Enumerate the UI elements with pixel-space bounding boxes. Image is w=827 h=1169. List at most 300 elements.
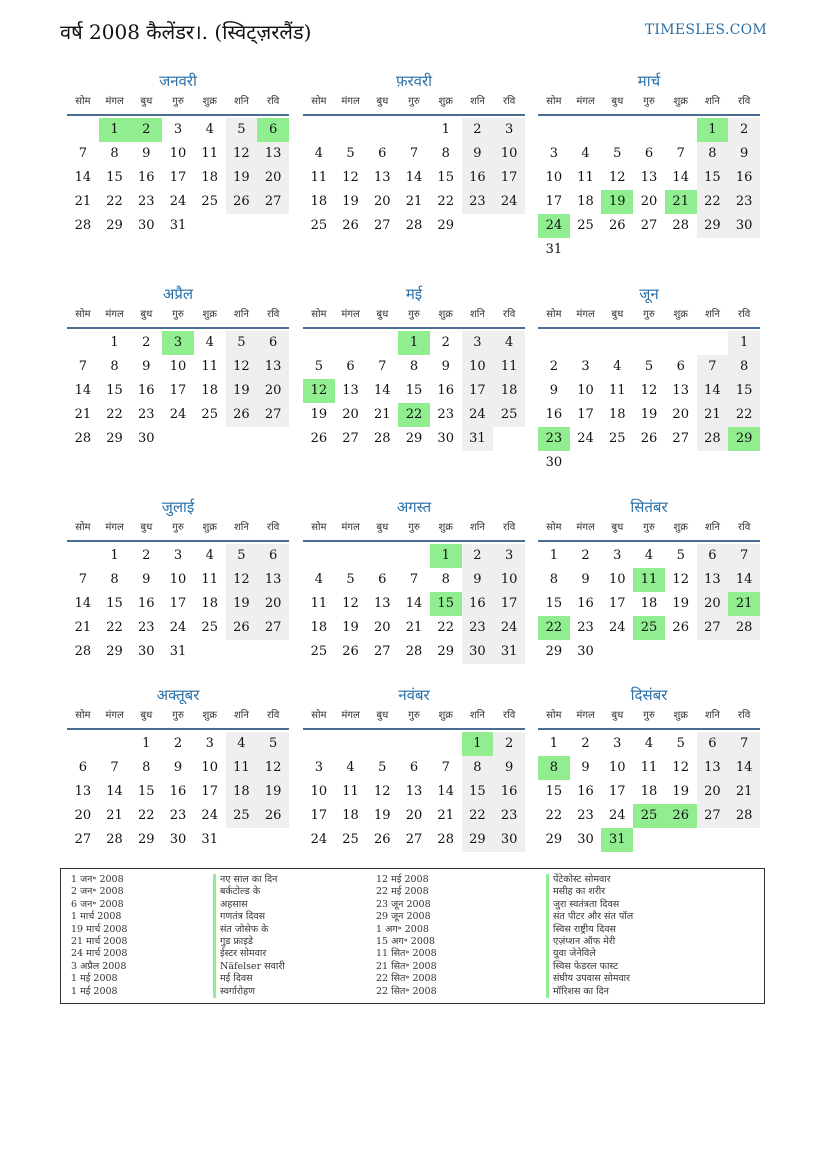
day-cell: 12 — [342, 596, 359, 611]
empty-cell — [335, 331, 367, 355]
day-cell: 28 — [728, 616, 760, 640]
day-cell: 18 — [201, 383, 218, 398]
day-cell: 18 — [226, 780, 258, 804]
empty-cell — [303, 544, 335, 568]
day-cell: 14 — [728, 568, 760, 592]
holiday-day-cell: 22 — [538, 616, 570, 640]
month-calendar — [538, 496, 760, 664]
weekday-label: बुध — [376, 522, 389, 533]
holiday-date: 12 मई 2008 — [376, 874, 429, 885]
day-cell: 1 — [549, 548, 558, 563]
weekday-label: सोम — [311, 96, 327, 107]
day-cell: 13 — [697, 756, 729, 780]
day-cell: 26 — [672, 620, 689, 635]
day-cell: 20 — [257, 379, 289, 403]
empty-cell — [335, 544, 367, 568]
day-cell: 1 — [549, 736, 558, 751]
day-cell: 11 — [577, 170, 594, 185]
day-cell: 20 — [672, 407, 689, 422]
empty-cell — [398, 118, 430, 142]
empty-cell — [366, 732, 398, 756]
day-cell: 15 — [138, 784, 155, 799]
empty-cell — [366, 118, 398, 142]
holiday-name: बर्कटोल्ड के — [213, 886, 285, 898]
day-cell: 11 — [310, 170, 328, 185]
holiday-day-cell: 21 — [665, 190, 697, 214]
day-cell: 4 — [205, 122, 214, 137]
day-grid — [67, 118, 289, 238]
empty-cell — [67, 544, 99, 568]
month-calendar — [67, 684, 289, 852]
day-cell: 15 — [545, 784, 563, 799]
empty-cell — [303, 331, 335, 355]
weekday-label: शुक्र — [438, 710, 453, 721]
month-calendar — [67, 496, 289, 664]
weekday-label: शुक्र — [673, 522, 688, 533]
weekday-label: शनि — [469, 96, 485, 107]
day-cell: 13 — [74, 784, 92, 799]
day-cell: 24 — [609, 808, 626, 823]
day-cell: 8 — [110, 572, 119, 587]
day-cell: 6 — [346, 359, 355, 374]
day-cell: 15 — [405, 383, 423, 398]
day-cell: 22 — [545, 808, 563, 823]
holiday-name: स्विस फेडरल फास्ट — [546, 961, 633, 973]
weekday-label: गुरु — [172, 309, 184, 320]
weekday-label: रवि — [503, 96, 516, 107]
day-cell: 21 — [106, 808, 123, 823]
day-cell: 19 — [672, 596, 689, 611]
day-cell: 5 — [676, 548, 685, 563]
day-cell: 14 — [74, 383, 92, 398]
day-cell: 20 — [342, 407, 359, 422]
day-cell: 15 — [106, 596, 123, 611]
day-cell: 8 — [110, 359, 119, 374]
holiday-date: 24 मार्च 2008 — [71, 948, 128, 960]
day-cell: 13 — [697, 568, 729, 592]
day-cell: 10 — [493, 142, 525, 166]
holiday-day-cell: 26 — [665, 804, 697, 828]
day-cell: 7 — [728, 544, 760, 568]
holiday-day-cell: 1 — [99, 118, 131, 142]
day-cell: 22 — [697, 190, 729, 214]
day-cell: 12 — [672, 572, 689, 587]
empty-cell — [601, 331, 633, 355]
day-cell: 9 — [142, 572, 151, 587]
day-cell: 9 — [581, 760, 590, 775]
day-cell: 23 — [138, 194, 155, 209]
day-cell: 19 — [310, 407, 328, 422]
weekday-label: मंगल — [105, 522, 124, 533]
day-cell: 24 — [577, 431, 594, 446]
weekday-label: रवि — [267, 522, 280, 533]
day-cell: 25 — [609, 431, 626, 446]
holiday-date: 1 मई 2008 — [71, 985, 118, 997]
month-calendar — [67, 70, 289, 238]
day-cell: 14 — [697, 379, 729, 403]
day-cell: 6 — [257, 544, 289, 568]
weekday-label: मंगल — [105, 309, 124, 320]
holiday-date: 21 मार्च 2008 — [71, 935, 128, 947]
day-cell: 16 — [728, 166, 760, 190]
day-cell: 4 — [205, 335, 214, 350]
day-cell: 18 — [342, 808, 359, 823]
empty-cell — [697, 331, 729, 355]
day-cell: 4 — [314, 146, 323, 161]
day-cell: 17 — [493, 592, 525, 616]
day-cell: 15 — [437, 170, 454, 185]
weekday-label: शनि — [704, 309, 720, 320]
month-name: जनवरी — [159, 72, 197, 90]
holiday-date: 22 सित॰ 2008 — [376, 985, 437, 997]
day-cell: 9 — [142, 359, 151, 374]
weekday-label: रवि — [738, 522, 751, 533]
day-cell: 22 — [437, 620, 454, 635]
holiday-dates-left — [71, 874, 127, 998]
weekday-label: सोम — [75, 309, 91, 320]
day-cell: 29 — [545, 832, 563, 847]
day-cell: 16 — [138, 383, 155, 398]
holiday-name: संत पीटर और संत पॉल — [546, 911, 633, 923]
day-cell: 5 — [644, 359, 654, 374]
day-cell: 30 — [545, 455, 563, 470]
weekday-label: रवि — [503, 309, 516, 320]
weekday-label: बुध — [611, 96, 624, 107]
day-cell: 11 — [310, 596, 328, 611]
day-cell: 8 — [142, 760, 151, 775]
holiday-day-cell: 12 — [303, 379, 335, 403]
day-cell: 10 — [545, 170, 563, 185]
day-cell: 7 — [378, 359, 387, 374]
site-link[interactable]: TIMESLES.COM — [644, 22, 767, 38]
weekday-header — [538, 92, 760, 116]
day-cell: 28 — [728, 804, 760, 828]
weekday-label: शुक्र — [438, 309, 453, 320]
day-cell: 5 — [613, 146, 622, 161]
day-cell: 21 — [405, 194, 423, 209]
day-cell: 3 — [613, 548, 622, 563]
holiday-date: 22 मई 2008 — [376, 886, 429, 898]
weekday-label: शनि — [469, 309, 485, 320]
day-cell: 31 — [201, 832, 218, 847]
day-cell: 23 — [138, 620, 155, 635]
holiday-date: 19 मार्च 2008 — [71, 923, 128, 935]
holiday-date: 22 सित॰ 2008 — [376, 973, 437, 985]
weekday-label: बुध — [140, 96, 153, 107]
day-grid — [538, 544, 760, 664]
day-cell: 25 — [201, 407, 218, 422]
empty-cell — [538, 118, 570, 142]
day-cell: 20 — [257, 592, 289, 616]
day-cell: 17 — [545, 194, 563, 209]
day-cell: 23 — [138, 407, 155, 422]
empty-cell — [67, 331, 99, 355]
weekday-label: शुक्र — [202, 96, 217, 107]
weekday-header — [538, 706, 760, 730]
day-cell: 21 — [74, 620, 92, 635]
day-cell: 26 — [374, 832, 391, 847]
day-cell: 17 — [577, 407, 594, 422]
day-cell: 22 — [138, 808, 155, 823]
weekday-label: गुरु — [643, 522, 655, 533]
empty-cell — [335, 732, 367, 756]
weekday-label: मंगल — [105, 710, 124, 721]
day-cell: 15 — [728, 379, 760, 403]
day-cell: 7 — [728, 732, 760, 756]
day-cell: 6 — [378, 572, 387, 587]
day-cell: 19 — [640, 407, 658, 422]
day-cell: 26 — [342, 218, 359, 233]
day-grid — [303, 331, 525, 451]
day-cell: 14 — [405, 596, 423, 611]
day-cell: 4 — [226, 732, 258, 756]
day-cell: 18 — [640, 784, 658, 799]
empty-cell — [398, 544, 430, 568]
holiday-names-left — [213, 874, 285, 998]
weekday-label: शनि — [233, 522, 249, 533]
month-calendar — [538, 283, 760, 475]
day-cell: 8 — [697, 142, 729, 166]
day-cell: 27 — [342, 431, 359, 446]
day-cell: 9 — [549, 383, 558, 398]
day-cell: 16 — [169, 784, 187, 799]
day-cell: 2 — [142, 335, 151, 350]
day-cell: 6 — [697, 544, 729, 568]
weekday-label: मंगल — [105, 96, 124, 107]
day-cell: 14 — [74, 170, 92, 185]
day-cell: 14 — [374, 383, 391, 398]
weekday-label: गुरु — [172, 710, 184, 721]
holiday-name: मई दिवस — [213, 973, 285, 985]
weekday-header — [538, 518, 760, 542]
holiday-day-cell: 25 — [633, 804, 665, 828]
day-cell: 28 — [437, 832, 454, 847]
holiday-name: नए साल का दिन — [213, 874, 285, 886]
day-cell: 9 — [462, 142, 494, 166]
day-cell: 10 — [493, 568, 525, 592]
day-cell: 6 — [676, 359, 685, 374]
day-cell: 10 — [609, 572, 626, 587]
day-cell: 5 — [676, 736, 685, 751]
day-cell: 6 — [78, 760, 87, 775]
holiday-day-cell: 1 — [697, 118, 729, 142]
holiday-day-cell: 19 — [601, 190, 633, 214]
month-calendar — [67, 283, 289, 451]
day-cell: 16 — [493, 780, 525, 804]
day-cell: 12 — [226, 142, 258, 166]
holiday-day-cell: 23 — [538, 427, 570, 451]
weekday-header — [538, 305, 760, 329]
month-calendar — [538, 70, 760, 262]
day-cell: 16 — [138, 170, 155, 185]
empty-cell — [303, 118, 335, 142]
day-cell: 17 — [169, 383, 187, 398]
weekday-label: बुध — [140, 522, 153, 533]
empty-cell — [67, 732, 99, 756]
day-cell: 22 — [106, 194, 123, 209]
day-cell: 17 — [201, 784, 218, 799]
day-cell: 25 — [226, 804, 258, 828]
weekday-label: शनि — [233, 96, 249, 107]
holiday-day-cell: 31 — [601, 828, 633, 852]
day-cell: 17 — [609, 784, 626, 799]
day-cell: 30 — [138, 431, 155, 446]
day-cell: 7 — [409, 572, 419, 587]
holiday-date: 21 सित॰ 2008 — [376, 960, 437, 972]
weekday-label: मंगल — [576, 710, 595, 721]
day-cell: 8 — [409, 359, 419, 374]
weekday-label: गुरु — [408, 710, 420, 721]
day-cell: 20 — [74, 808, 92, 823]
month-name: मार्च — [637, 72, 661, 90]
weekday-label: शुक्र — [202, 522, 217, 533]
day-cell: 21 — [74, 194, 92, 209]
holiday-name: मसीह का शरीर — [546, 886, 633, 898]
day-cell: 25 — [493, 403, 525, 427]
day-cell: 11 — [342, 784, 359, 799]
holiday-name: जुरा स्वतंत्रता दिवस — [546, 899, 633, 911]
day-cell: 18 — [310, 620, 328, 635]
day-cell: 2 — [462, 118, 494, 142]
day-cell: 10 — [201, 760, 218, 775]
holiday-day-cell: 1 — [462, 732, 494, 756]
empty-cell — [67, 118, 99, 142]
holiday-day-cell: 2 — [130, 118, 162, 142]
month-name: अगस्त — [396, 498, 432, 516]
month-name: दिसंबर — [630, 686, 668, 704]
day-cell: 3 — [613, 736, 622, 751]
weekday-label: गुरु — [172, 96, 184, 107]
day-cell: 31 — [493, 640, 525, 664]
month-name: फ़रवरी — [395, 72, 433, 90]
day-cell: 30 — [493, 828, 525, 852]
day-cell: 19 — [226, 166, 258, 190]
day-cell: 13 — [257, 142, 289, 166]
day-cell: 10 — [169, 146, 187, 161]
day-cell: 10 — [310, 784, 328, 799]
day-cell: 4 — [581, 146, 590, 161]
day-cell: 14 — [74, 596, 92, 611]
day-grid — [67, 544, 289, 664]
day-cell: 9 — [493, 756, 525, 780]
day-cell: 26 — [640, 431, 658, 446]
empty-cell — [366, 331, 398, 355]
day-cell: 6 — [644, 146, 654, 161]
day-cell: 25 — [577, 218, 594, 233]
day-cell: 30 — [577, 832, 594, 847]
holiday-date: 2 जन॰ 2008 — [71, 886, 124, 898]
weekday-header — [303, 92, 525, 116]
day-cell: 27 — [374, 218, 391, 233]
day-cell: 20 — [640, 194, 658, 209]
weekday-label: मंगल — [341, 309, 360, 320]
day-cell: 18 — [201, 596, 218, 611]
day-cell: 26 — [609, 218, 626, 233]
day-cell: 24 — [493, 616, 525, 640]
day-cell: 23 — [437, 407, 454, 422]
day-cell: 7 — [78, 146, 87, 161]
holiday-name: संत जोसेफ के — [213, 924, 285, 936]
empty-cell — [335, 118, 367, 142]
weekday-label: मंगल — [341, 96, 360, 107]
day-cell: 18 — [577, 194, 594, 209]
day-cell: 28 — [405, 218, 423, 233]
day-cell: 1 — [441, 122, 450, 137]
day-cell: 26 — [226, 190, 258, 214]
day-cell: 27 — [697, 616, 729, 640]
holiday-dates-right — [376, 874, 437, 998]
day-cell: 26 — [310, 431, 328, 446]
day-grid — [67, 732, 289, 852]
day-cell: 29 — [138, 832, 155, 847]
holiday-date: 1 जन॰ 2008 — [71, 874, 124, 885]
day-cell: 30 — [577, 644, 594, 659]
weekday-label: सोम — [546, 96, 562, 107]
day-cell: 29 — [437, 644, 454, 659]
weekday-label: मंगल — [576, 522, 595, 533]
day-cell: 27 — [405, 832, 423, 847]
month-name: सितंबर — [630, 498, 668, 516]
day-cell: 6 — [378, 146, 387, 161]
month-calendar — [303, 684, 525, 852]
day-cell: 27 — [640, 218, 658, 233]
holiday-name: युवा जेनेविले — [546, 948, 633, 960]
month-name: जुलाई — [161, 498, 195, 516]
weekday-label: सोम — [311, 309, 327, 320]
day-cell: 24 — [169, 194, 187, 209]
day-cell: 8 — [728, 355, 760, 379]
holiday-name: गणतंत्र दिवस — [213, 911, 285, 923]
weekday-label: सोम — [546, 522, 562, 533]
weekday-header — [67, 706, 289, 730]
day-grid — [538, 732, 760, 852]
day-cell: 5 — [226, 118, 258, 142]
day-cell: 23 — [462, 616, 494, 640]
day-cell: 11 — [609, 383, 626, 398]
day-cell: 31 — [462, 427, 494, 451]
holiday-day-cell: 1 — [430, 544, 462, 568]
day-cell: 18 — [640, 596, 658, 611]
weekday-header — [303, 706, 525, 730]
weekday-label: गुरु — [408, 522, 420, 533]
empty-cell — [570, 118, 602, 142]
day-cell: 23 — [728, 190, 760, 214]
day-cell: 22 — [437, 194, 454, 209]
day-cell: 5 — [314, 359, 323, 374]
day-cell: 24 — [310, 832, 328, 847]
day-cell: 4 — [613, 359, 622, 374]
day-cell: 21 — [437, 808, 454, 823]
day-cell: 9 — [728, 142, 760, 166]
day-cell: 23 — [169, 808, 187, 823]
day-cell: 5 — [346, 146, 355, 161]
day-cell: 3 — [173, 548, 183, 563]
empty-cell — [366, 544, 398, 568]
day-cell: 11 — [201, 572, 218, 587]
weekday-label: सोम — [75, 522, 91, 533]
day-cell: 31 — [169, 644, 187, 659]
day-cell: 29 — [697, 214, 729, 238]
weekday-label: बुध — [611, 710, 624, 721]
day-cell: 12 — [342, 170, 359, 185]
day-cell: 28 — [672, 218, 689, 233]
weekday-header — [303, 305, 525, 329]
day-cell: 21 — [405, 620, 423, 635]
weekday-label: सोम — [311, 522, 327, 533]
day-cell: 8 — [110, 146, 119, 161]
weekday-label: शुक्र — [673, 96, 688, 107]
holiday-day-cell: 29 — [728, 427, 760, 451]
